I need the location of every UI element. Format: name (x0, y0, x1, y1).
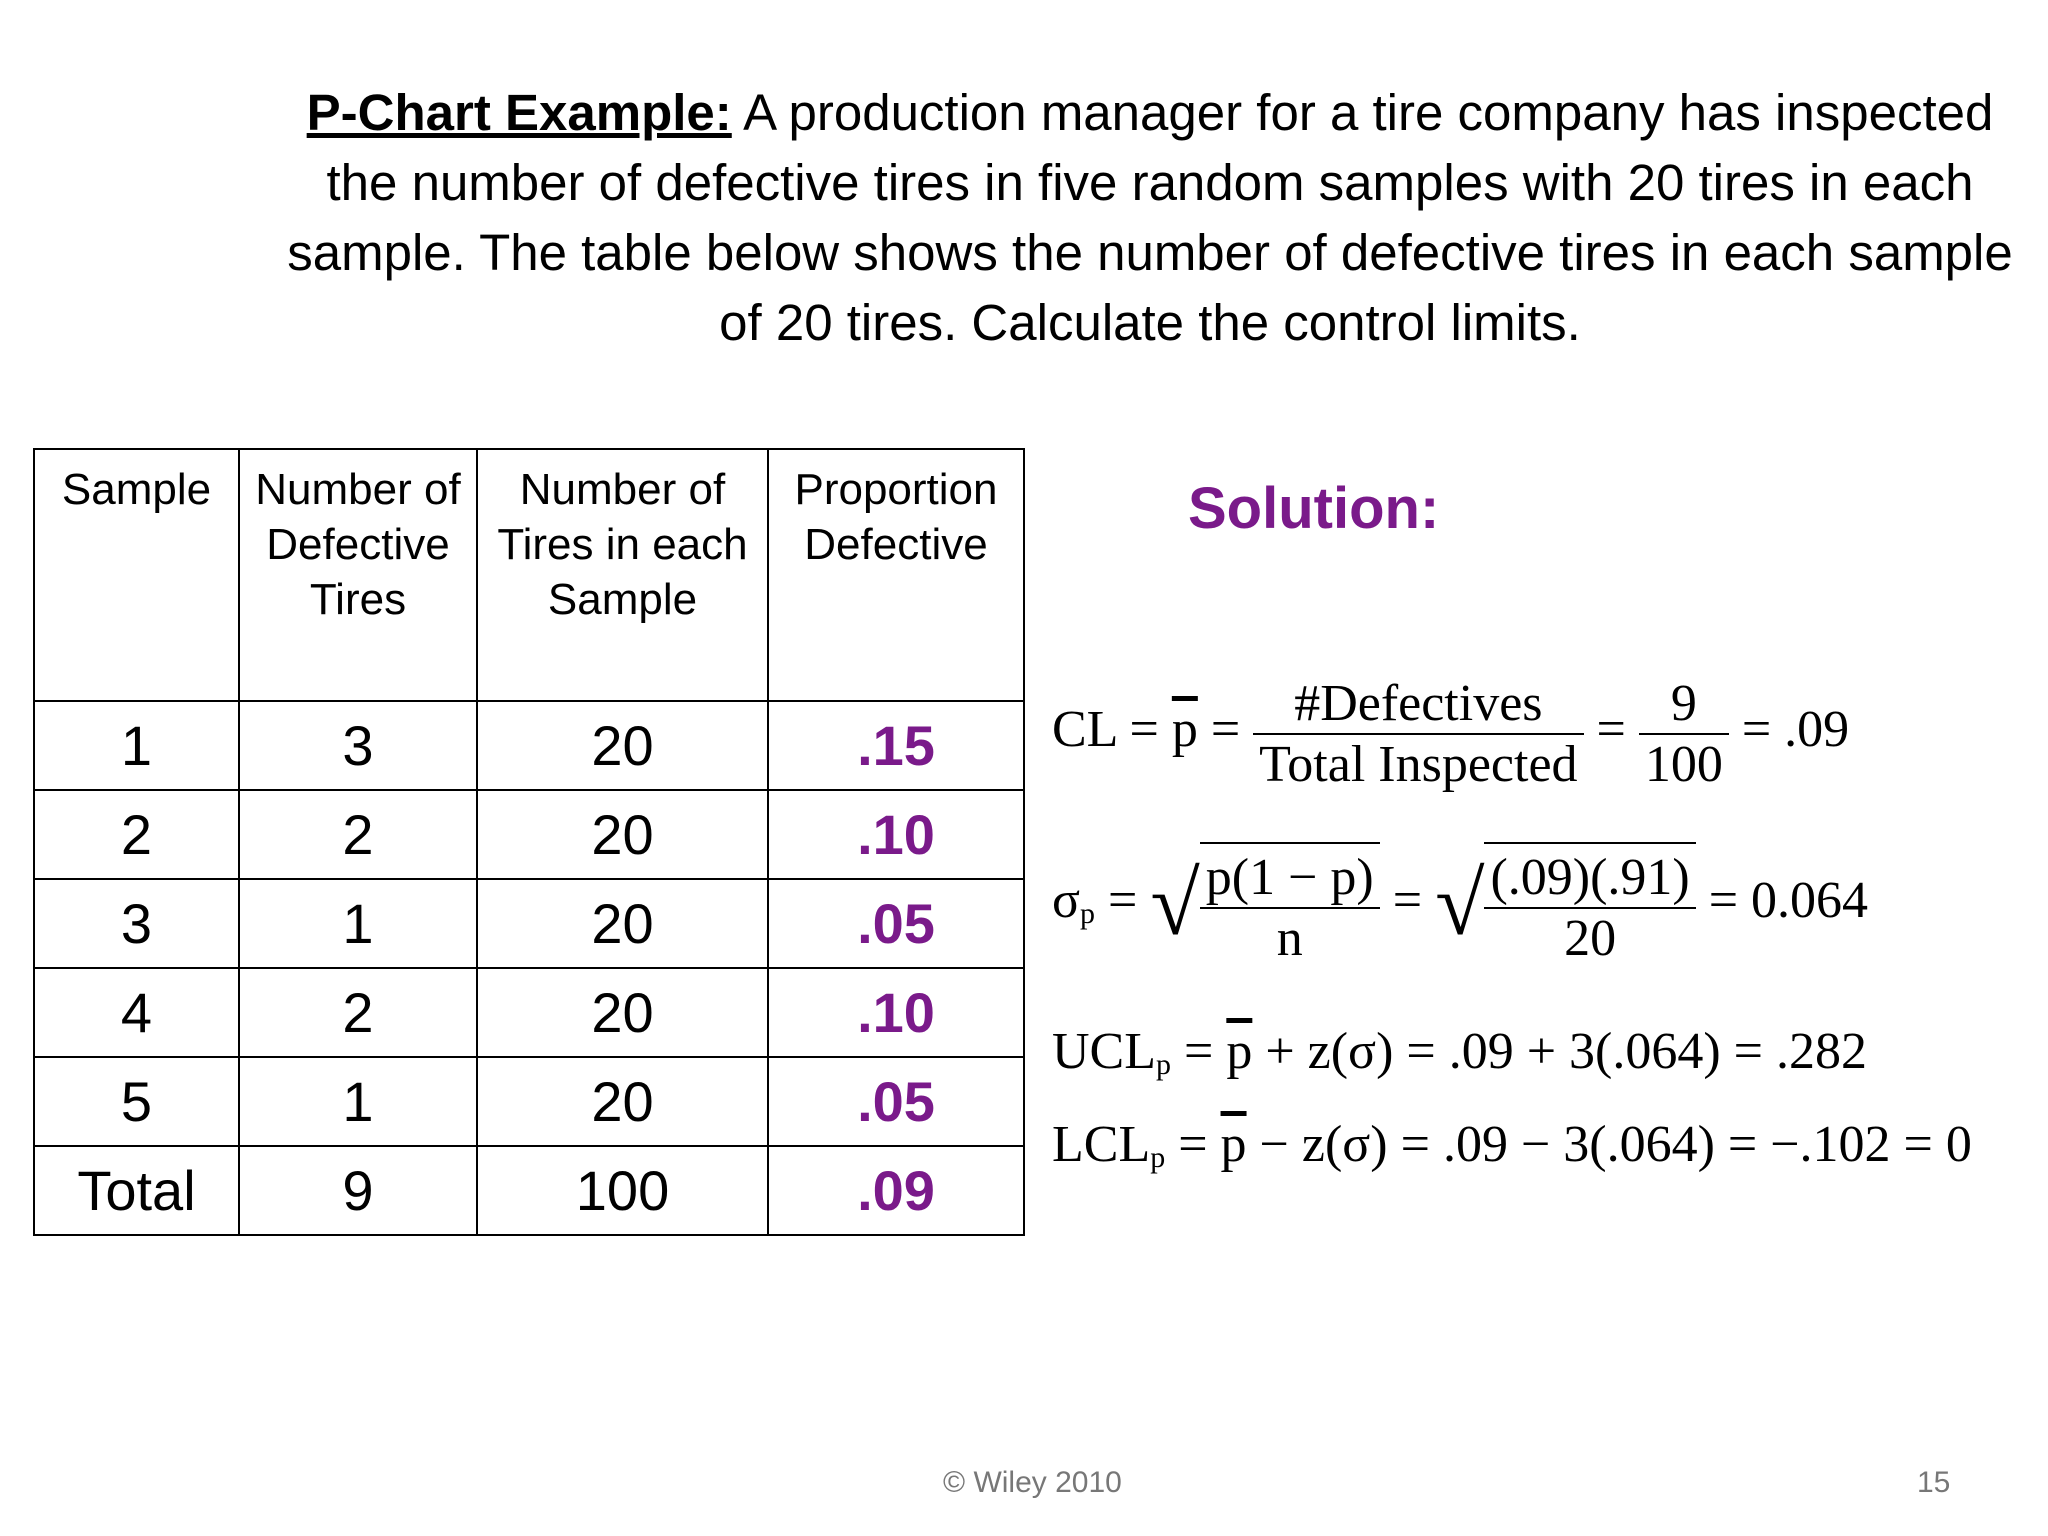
cell-defective: 2 (239, 790, 477, 879)
sigma-sub: p (1080, 896, 1096, 930)
defects-table (33, 448, 1025, 1236)
example-heading: P-Chart Example: (306, 84, 732, 141)
radicand (1484, 842, 1695, 968)
formula-lcl (1052, 1115, 1972, 1175)
cell-sample: 5 (34, 1057, 239, 1146)
table-row (34, 1057, 1024, 1146)
table-row (34, 790, 1024, 879)
fraction-sigma-formula (1200, 848, 1380, 968)
cl-result: = .09 (1741, 700, 1850, 758)
table-row (34, 968, 1024, 1057)
cell-tires: 20 (477, 968, 768, 1057)
sigma-result: = 0.064 (1708, 871, 1869, 929)
cl-lhs: CL = (1052, 700, 1172, 758)
cl-eq2: = (1596, 700, 1639, 758)
ucl-rest: + z(σ) = .09 + 3(.064) = .282 (1252, 1023, 1868, 1080)
header-tires: Number of Tires in each Sample (477, 449, 768, 701)
fraction-numerator: (.09)(.91) (1484, 848, 1695, 909)
sigma-eq1: = (1095, 871, 1151, 929)
cell-defective: 1 (239, 879, 477, 968)
copyright: © Wiley 2010 (943, 1466, 1122, 1499)
header-defective: Number of Defective Tires (239, 449, 477, 701)
cell-proportion: .10 (768, 968, 1024, 1057)
pbar: $\overline{p}$ (1220, 1116, 1247, 1173)
cell-defective: 1 (239, 1057, 477, 1146)
formula-ucl (1052, 1022, 1867, 1082)
cl-eq1: = (1197, 700, 1254, 758)
radicand (1200, 842, 1380, 968)
fraction-denominator: 20 (1564, 910, 1617, 967)
cell-proportion: .05 (768, 1057, 1024, 1146)
header-sample: Sample (34, 449, 239, 701)
cell-sample: 3 (34, 879, 239, 968)
cell-tires: 20 (477, 701, 768, 790)
lcl-lhs: LCL (1052, 1116, 1151, 1173)
solution-title: Solution: (1188, 476, 1440, 541)
sqrt-icon: √ (1435, 855, 1485, 954)
fraction-numerator: 9 (1639, 674, 1729, 735)
pbar: $\overline{p}$ (1226, 1023, 1253, 1080)
page-number: 15 (1917, 1466, 1951, 1499)
cell-sample: 1 (34, 701, 239, 790)
cell-tires: 100 (477, 1146, 768, 1235)
cell-sample: Total (34, 1146, 239, 1235)
lcl-eq: = (1165, 1116, 1221, 1173)
fraction-denominator: n (1276, 910, 1303, 967)
cell-defective: 3 (239, 701, 477, 790)
cell-proportion: .05 (768, 879, 1024, 968)
pbar: $\overline{p}$ (1171, 700, 1198, 758)
sigma-lhs: σ (1052, 871, 1081, 929)
cell-defective: 9 (239, 1146, 477, 1235)
table-header-row (34, 449, 1024, 701)
sigma-eq2: = (1392, 871, 1436, 929)
cell-proportion: .10 (768, 790, 1024, 879)
ucl-sub: p (1156, 1048, 1171, 1081)
fraction-sigma-values (1484, 848, 1695, 968)
cell-sample: 4 (34, 968, 239, 1057)
cell-sample: 2 (34, 790, 239, 879)
cell-tires: 20 (477, 790, 768, 879)
fraction-denominator: 100 (1644, 736, 1723, 793)
fraction-denominator: Total Inspected (1259, 736, 1578, 793)
cell-proportion: .15 (768, 701, 1024, 790)
formula-cl (1052, 674, 1849, 794)
cell-proportion: .09 (768, 1146, 1024, 1235)
fraction-values (1639, 674, 1729, 794)
table-row (34, 701, 1024, 790)
ucl-eq: = (1171, 1023, 1227, 1080)
lcl-rest: − z(σ) = .09 − 3(.064) = −.102 = 0 (1246, 1116, 1972, 1173)
header-proportion: Proportion Defective (768, 449, 1024, 701)
intro-paragraph (270, 78, 2030, 358)
cell-tires: 20 (477, 1057, 768, 1146)
lcl-sub: p (1150, 1141, 1166, 1174)
cell-tires: 20 (477, 879, 768, 968)
fraction-defectives (1253, 674, 1583, 794)
table-row (34, 879, 1024, 968)
sqrt-icon: √ (1150, 855, 1200, 954)
ucl-lhs: UCL (1052, 1023, 1156, 1080)
table-row-total (34, 1146, 1024, 1235)
fraction-numerator: p(1 − p) (1200, 848, 1380, 909)
intro-text: A production manager for a tire company has inspected the number of defective tires in five random samples with 20 tires in each sample. The table below shows the number of defective tires in each sample of 20 tires. Calculate the control limits. (287, 84, 2013, 351)
fraction-numerator: #Defectives (1253, 674, 1583, 735)
formula-sigma (1052, 842, 1868, 968)
cell-defective: 2 (239, 968, 477, 1057)
